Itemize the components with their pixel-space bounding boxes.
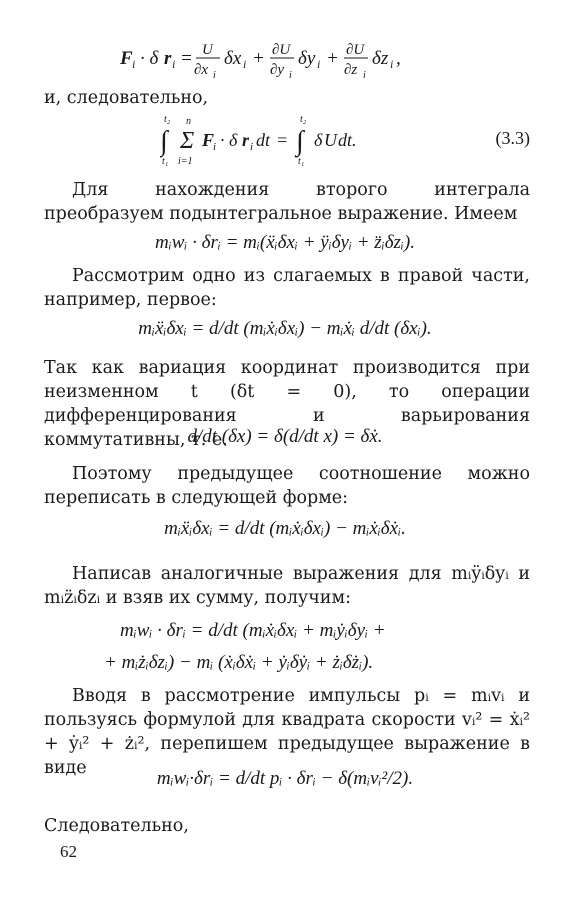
- paragraph-hence: и, следовательно,: [44, 88, 209, 108]
- svg-text:F: F: [120, 48, 133, 69]
- svg-text:+: +: [326, 48, 339, 69]
- svg-text:∂x: ∂x: [194, 62, 209, 78]
- svg-text:i: i: [213, 70, 216, 80]
- svg-text:i: i: [390, 57, 394, 71]
- equation-svg: [120, 36, 450, 80]
- svg-text:i: i: [317, 57, 321, 71]
- svg-text:dt.: dt.: [338, 130, 357, 150]
- svg-text:U: U: [324, 130, 337, 150]
- svg-text:· δ: · δ: [220, 130, 238, 150]
- paragraph-second-integral: Для нахождения второго интеграла преобразуем подынтегральное выражение. Имеем: [44, 180, 530, 224]
- paragraph-similar: Написав аналогичные выражения для mᵢÿᵢδyᵢ и mᵢz̈ᵢδzᵢ и взяв их сумму, получим:: [44, 564, 530, 608]
- equation-sum-line2: + mᵢżᵢδzᵢ) − mᵢ (ẋᵢδẋᵢ + ẏᵢδẏᵢ + żᵢδżᵢ).: [104, 652, 374, 673]
- page-number: 62: [60, 842, 77, 861]
- equation-number: (3.3): [495, 128, 530, 148]
- svg-text:t₁: t₁: [162, 156, 169, 167]
- svg-text:∂z: ∂z: [344, 62, 358, 78]
- svg-text:i: i: [172, 57, 176, 71]
- equation-rewrite: mᵢẍᵢδxᵢ = d/dt (mᵢẋᵢδxᵢ) − mᵢẋᵢδẋᵢ.: [164, 518, 406, 539]
- svg-text:t₂: t₂: [164, 114, 171, 125]
- svg-text:Σ: Σ: [180, 128, 195, 154]
- paragraph-consider: Рассмотрим одно из слагаемых в правой части, например, первое:: [44, 266, 530, 310]
- equation-first-term: mᵢẍᵢδxᵢ = d/dt (mᵢẋᵢδxᵢ) − mᵢẋᵢ d/dt (δxᵢ).: [138, 318, 432, 339]
- svg-text:δ: δ: [314, 130, 323, 150]
- paragraph-variation: Так как вариация координат производится при неизменном t (δt = 0), то операции дифференцирования и варьирования коммутативны, т. е.: [44, 358, 530, 450]
- svg-text:i: i: [289, 70, 292, 80]
- equation-final: mᵢwᵢ·δrᵢ = d/dt pᵢ · δrᵢ − δ(mᵢvᵢ²/2).: [156, 768, 414, 789]
- equation-sum-line1: mᵢwᵢ · δrᵢ = d/dt (mᵢẋᵢδxᵢ + mᵢẏᵢδyᵢ +: [120, 620, 386, 641]
- svg-text:i: i: [363, 70, 366, 80]
- svg-text:∫: ∫: [296, 126, 304, 157]
- svg-text:,: ,: [396, 48, 401, 69]
- svg-text:· δ: · δ: [140, 48, 159, 69]
- svg-text:i=1: i=1: [178, 156, 193, 167]
- svg-text:dt: dt: [256, 130, 271, 150]
- equation-3-3: [0, 114, 570, 168]
- svg-text:F: F: [202, 130, 215, 150]
- equation-work-of-force: [0, 36, 570, 80]
- svg-text:n: n: [186, 116, 191, 127]
- svg-text:∂y: ∂y: [270, 62, 285, 78]
- svg-text:r: r: [164, 48, 172, 69]
- equation-svg: [160, 114, 410, 168]
- equation-commutative: d/dt (δx) = δ(d/dt x) = δẋ.: [187, 426, 383, 447]
- svg-text:∂U: ∂U: [272, 42, 291, 58]
- svg-text:r: r: [242, 130, 250, 150]
- svg-text:+: +: [252, 48, 265, 69]
- paragraph-therefore: Поэтому предыдущее соотношение можно переписать в следующей форме:: [44, 464, 530, 508]
- svg-text:i: i: [243, 57, 247, 71]
- paragraph-impulse: Вводя в рассмотрение импульсы pᵢ = mᵢvᵢ и пользуясь формулой для квадрата скорости vᵢ² = ẋᵢ² + ẏᵢ² + żᵢ², перепишем предыдущее выражение в виде: [44, 686, 530, 778]
- svg-text:t₂: t₂: [300, 114, 307, 125]
- svg-text:δz: δz: [372, 48, 389, 69]
- svg-text:=: =: [180, 48, 193, 69]
- svg-text:∫: ∫: [160, 126, 168, 157]
- paragraph-consequently: Следовательно,: [44, 816, 189, 836]
- svg-text:δx: δx: [224, 48, 242, 69]
- svg-text:δy: δy: [298, 48, 316, 69]
- svg-text:i: i: [250, 141, 254, 153]
- svg-text:i: i: [213, 141, 217, 153]
- svg-text:=: =: [276, 130, 289, 150]
- svg-text:i: i: [132, 57, 136, 71]
- svg-text:U: U: [202, 42, 213, 58]
- svg-text:∂U: ∂U: [346, 42, 365, 58]
- svg-text:t₁: t₁: [298, 156, 305, 167]
- equation-mw-dr: mᵢwᵢ · δrᵢ = mᵢ(ẍᵢδxᵢ + ÿᵢδyᵢ + z̈ᵢδzᵢ).: [154, 232, 416, 253]
